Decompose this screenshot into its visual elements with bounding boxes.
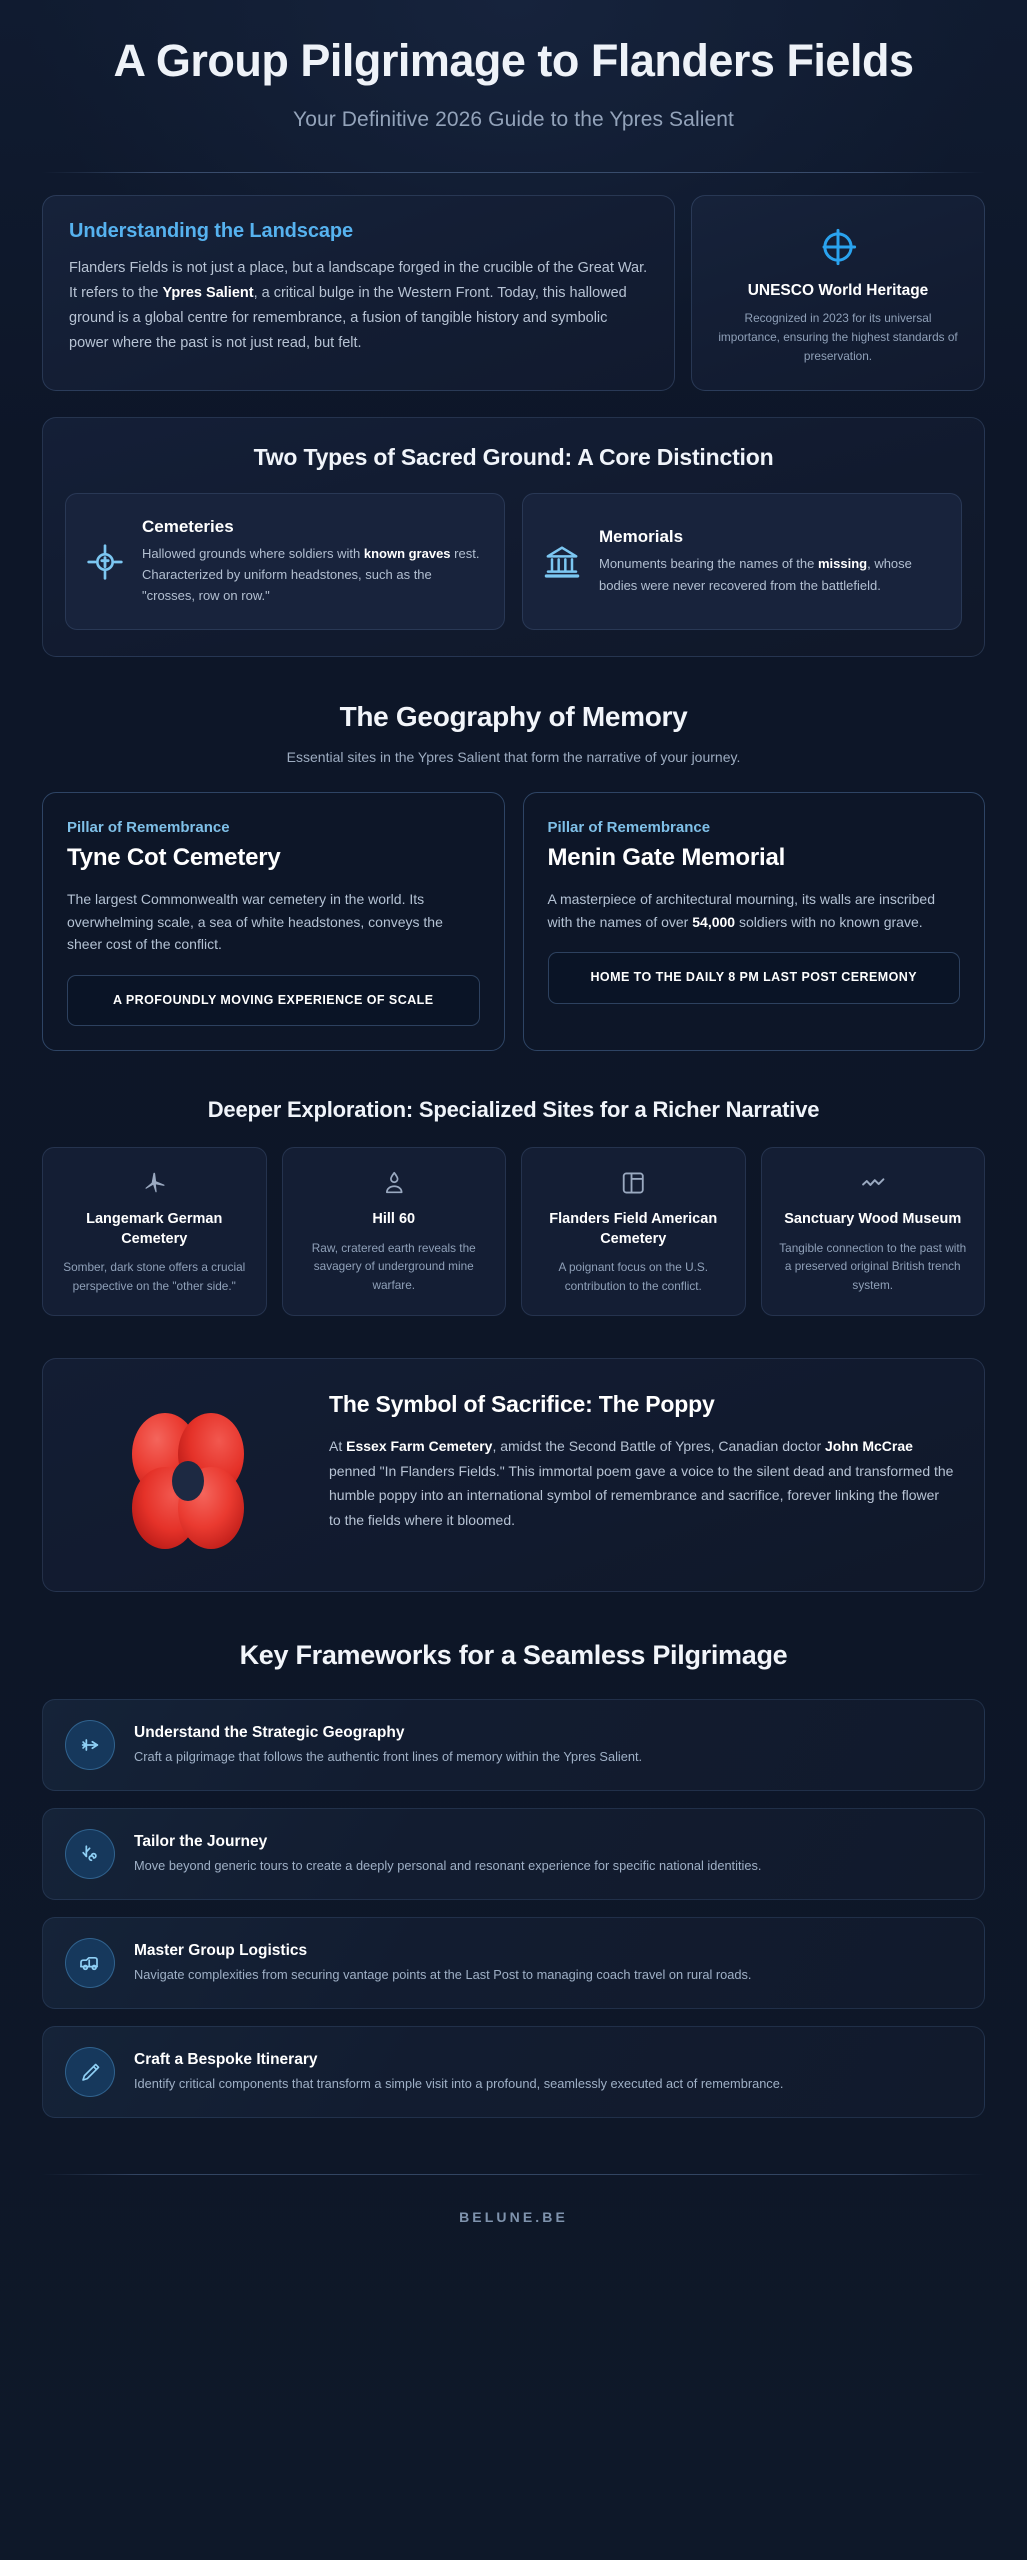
framework-item-strategic-geography[interactable]	[42, 1699, 985, 1791]
framework-heading: Understand the Strategic Geography	[134, 1724, 405, 1742]
grave-crosshair-icon	[85, 542, 125, 582]
trench-wave-icon	[778, 1170, 969, 1196]
framework-item-group-logistics[interactable]	[42, 1917, 985, 2009]
sacred-ground-row	[65, 493, 962, 630]
unesco-title: UNESCO World Heritage	[747, 282, 929, 300]
panel-layout-icon	[538, 1170, 729, 1196]
page-title: A Group Pilgrimage to Flanders Fields	[113, 35, 914, 86]
sacred-ground-section	[42, 417, 985, 657]
framework-description: Move beyond generic tours to create a deeply personal and resonant experience for specific national identities.	[134, 1858, 762, 1874]
framework-text	[134, 1833, 962, 1875]
frameworks-title: Key Frameworks for a Seamless Pilgrimage	[239, 1640, 788, 1671]
framework-description: Identify critical components that transform a simple visit into a profound, seamlessly executed act of remembrance.	[134, 2076, 784, 2092]
footer-brand: BELUNE.BE	[459, 2209, 568, 2226]
pillar-eyebrow: Pillar of Remembrance	[547, 819, 711, 837]
pillar-name: Tyne Cot Cemetery	[67, 844, 281, 872]
framework-description: Navigate complexities from securing vantage points at the Last Post to managing coach travel on rural roads.	[134, 1967, 752, 1983]
memorials-body: Monuments bearing the names of the missing, whose bodies were never recovered from the battlefield.	[599, 556, 912, 593]
poppy-body: At Essex Farm Cemetery, amidst the Second Battle of Ypres, Canadian doctor John McCrae penned "In Flanders Fields." This immortal poem gave a voice to the silent dead and transformed the humble poppy into an international symbol of remembrance and sacrifice, forever linking the flower to the fields where it bloomed.	[329, 1438, 954, 1529]
deeper-exploration-title: Deeper Exploration: Specialized Sites for a Richer Narrative	[207, 1097, 820, 1123]
intro-row	[42, 195, 985, 391]
memorials-heading: Memorials	[599, 527, 684, 547]
intro-paragraph: Flanders Fields is not just a place, but a landscape forged in the crucible of the Great War. It refers to the Ypres Salient, a critical bulge in the Western Front. Today, this hallowed ground is a global centre for remembrance, a fusion of tangible history and symbolic power where the past is not just read, but felt.	[69, 260, 648, 352]
poppy-flower-icon	[73, 1387, 303, 1561]
pillar-badge: HOME TO THE DAILY 8 PM LAST POST CEREMONY	[548, 952, 961, 1003]
deeper-heading: Sanctuary Wood Museum	[784, 1211, 962, 1228]
framework-item-tailor-journey[interactable]	[42, 1808, 985, 1900]
pillar-row	[42, 792, 985, 1051]
deeper-description: Raw, cratered earth reveals the savagery of underground mine warfare.	[311, 1240, 476, 1292]
unesco-description: Recognized in 2023 for its universal importance, ensuring the highest standards of preservation.	[718, 311, 958, 364]
sacred-ground-title: Two Types of Sacred Ground: A Core Distinction	[253, 444, 774, 471]
poppy-heading: The Symbol of Sacrifice: The Poppy	[329, 1391, 715, 1418]
cemeteries-heading: Cemeteries	[142, 516, 234, 536]
pillar-description: The largest Commonwealth war cemetery in the world. Its overwhelming scale, a sea of white headstones, conveys the sheer cost of the conflict.	[67, 891, 443, 953]
understanding-landscape-card	[42, 195, 675, 391]
framework-item-bespoke-itinerary[interactable]	[42, 2026, 985, 2118]
deeper-card-sanctuary-wood	[761, 1147, 986, 1316]
cemeteries-body: Hallowed grounds where soldiers with known graves rest. Characterized by uniform headstones, such as the "crosses, row on row."	[142, 545, 480, 604]
deeper-description: Tangible connection to the past with a preserved original British trench system.	[779, 1240, 967, 1292]
cemeteries-card	[65, 493, 505, 630]
pillar-badge: A PROFOUNDLY MOVING EXPERIENCE OF SCALE	[67, 975, 480, 1026]
framework-text	[134, 2051, 962, 2093]
deeper-description: Somber, dark stone offers a crucial perspective on the "other side."	[63, 1259, 246, 1293]
deeper-card-langemark	[42, 1147, 267, 1316]
pillar-card-tyne-cot	[42, 792, 505, 1051]
deeper-card-american-cemetery	[521, 1147, 746, 1316]
pillar-description: A masterpiece of architectural mourning, its walls are inscribed with the names of over 54,000 soldiers with no known grave.	[547, 891, 936, 930]
frameworks-list	[42, 1699, 985, 2118]
framework-heading: Tailor the Journey	[134, 1833, 268, 1851]
deeper-heading: Langemark German Cemetery	[86, 1211, 223, 1247]
geography-title: The Geography of Memory	[339, 701, 688, 733]
footer-divider	[42, 2174, 985, 2175]
framework-heading: Master Group Logistics	[134, 1942, 308, 1960]
poppy-section	[42, 1358, 985, 1592]
deeper-heading: Flanders Field American Cemetery	[549, 1211, 718, 1247]
deeper-card-hill60	[282, 1147, 507, 1316]
geography-header	[42, 701, 985, 765]
memorials-card	[522, 493, 962, 630]
deeper-exploration-row	[42, 1147, 985, 1316]
flame-crater-icon	[299, 1170, 490, 1196]
pillar-eyebrow: Pillar of Remembrance	[67, 819, 230, 837]
iron-cross-icon	[59, 1170, 250, 1196]
unesco-emblem-icon	[817, 226, 859, 268]
framework-text	[134, 1942, 962, 1984]
deeper-heading: Hill 60	[372, 1211, 416, 1228]
pillar-card-menin-gate	[523, 792, 986, 1051]
pencil-icon	[65, 2047, 115, 2097]
framework-description: Craft a pilgrimage that follows the authentic front lines of memory within the Ypres Salient.	[134, 1749, 643, 1765]
deeper-description: A poignant focus on the U.S. contribution to the conflict.	[558, 1259, 709, 1293]
framework-text	[134, 1724, 962, 1766]
header-divider	[42, 172, 985, 173]
coach-bus-icon	[65, 1938, 115, 1988]
page-subtitle: Your Definitive 2026 Guide to the Ypres Salient	[293, 108, 734, 132]
memorial-building-icon	[542, 542, 582, 582]
front-line-icon	[65, 1720, 115, 1770]
poppy-text-block	[329, 1387, 954, 1533]
intro-heading: Understanding the Landscape	[69, 220, 354, 243]
unesco-card	[691, 195, 985, 391]
page-header	[42, 0, 985, 173]
route-person-icon	[65, 1829, 115, 1879]
page-footer	[42, 2174, 985, 2269]
pillar-name: Menin Gate Memorial	[547, 844, 786, 872]
geography-subtitle: Essential sites in the Ypres Salient that form the narrative of your journey.	[286, 749, 741, 766]
framework-heading: Craft a Bespoke Itinerary	[134, 2051, 318, 2069]
